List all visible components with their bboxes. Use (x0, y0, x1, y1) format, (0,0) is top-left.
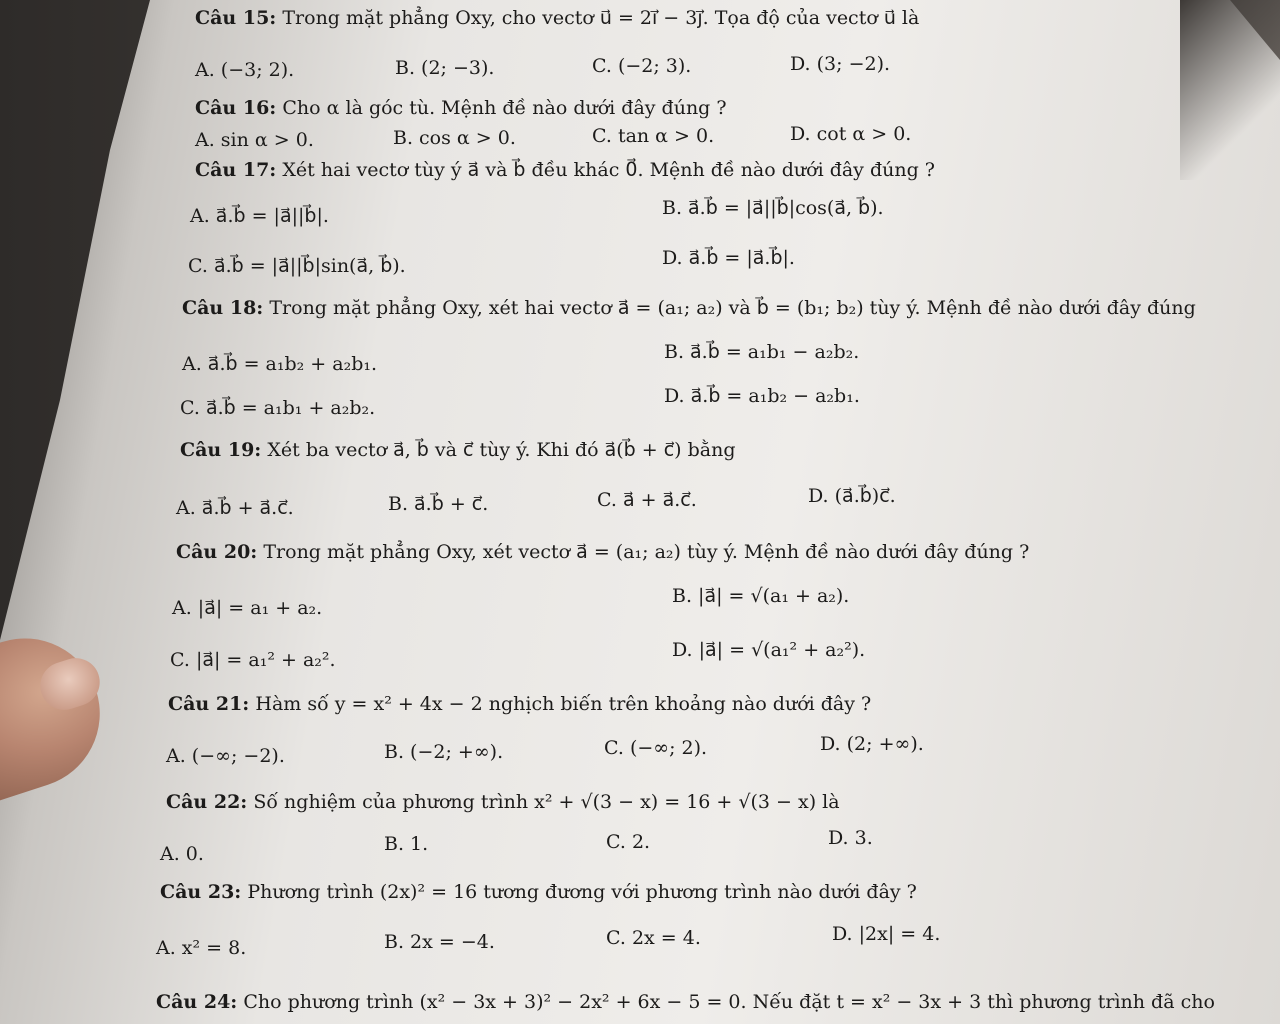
question-text: Cho α là góc tù. Mệnh đề nào dưới đây đúng ? (282, 97, 727, 119)
question-label: Câu 19: (180, 439, 262, 461)
option-20-a: A. |a⃗| = a₁ + a₂. (172, 597, 323, 619)
option-23-c: C. 2x = 4. (606, 927, 701, 949)
question-label: Câu 17: (195, 159, 277, 181)
option-17-c: C. a⃗.b⃗ = |a⃗||b⃗|sin(a⃗, b⃗). (188, 255, 406, 277)
option-23-a: A. x² = 8. (156, 937, 247, 959)
option-19-c: C. a⃗ + a⃗.c⃗. (597, 489, 697, 511)
question-label: Câu 21: (168, 693, 250, 715)
option-16-d: D. cot α > 0. (790, 123, 912, 145)
question-label: Câu 22: (166, 791, 248, 813)
question-label: Câu 20: (176, 541, 258, 563)
option-20-c: C. |a⃗| = a₁² + a₂². (170, 649, 336, 671)
option-17-d: D. a⃗.b⃗ = |a⃗.b⃗|. (662, 247, 795, 269)
option-21-b: B. (−2; +∞). (384, 741, 504, 763)
question-text: Số nghiệm của phương trình x² + √(3 − x) = 16 + √(3 − x) là (253, 791, 840, 813)
option-18-c: C. a⃗.b⃗ = a₁b₁ + a₂b₂. (180, 397, 376, 419)
question-label: Câu 24: (156, 991, 238, 1013)
option-19-d: D. (a⃗.b⃗)c⃗. (808, 485, 896, 507)
question-19 (180, 438, 736, 462)
question-text: Phương trình (2x)² = 16 tương đương với phương trình nào dưới đây ? (247, 881, 917, 903)
question-23 (160, 880, 917, 904)
question-text: Trong mặt phẳng Oxy, cho vectơ u⃗ = 2i⃗ − 3j⃗. Tọa độ của vectơ u⃗ là (282, 7, 920, 29)
question-17 (195, 158, 935, 182)
option-22-c: C. 2. (606, 831, 651, 853)
question-label: Câu 15: (195, 7, 277, 29)
option-15-d: D. (3; −2). (790, 53, 891, 75)
option-23-b: B. 2x = −4. (384, 931, 495, 953)
paper-shadow (1180, 0, 1280, 180)
question-16 (195, 96, 727, 120)
option-21-c: C. (−∞; 2). (604, 737, 708, 759)
question-text: Xét ba vectơ a⃗, b⃗ và c⃗ tùy ý. Khi đó a⃗(b⃗ + c⃗) bằng (267, 439, 736, 461)
question-label: Câu 23: (160, 881, 242, 903)
question-22 (166, 790, 840, 814)
question-text: Cho phương trình (x² − 3x + 3)² − 2x² + 6x − 5 = 0. Nếu đặt t = x² − 3x + 3 thì phương trình đã cho (243, 991, 1215, 1013)
option-16-b: B. cos α > 0. (393, 127, 516, 149)
option-20-d: D. |a⃗| = √(a₁² + a₂²). (672, 639, 866, 661)
question-text: Trong mặt phẳng Oxy, xét vectơ a⃗ = (a₁; a₂) tùy ý. Mệnh đề nào dưới đây đúng ? (263, 541, 1030, 563)
option-19-b: B. a⃗.b⃗ + c⃗. (388, 493, 489, 515)
option-18-a: A. a⃗.b⃗ = a₁b₂ + a₂b₁. (182, 353, 378, 375)
option-16-a: A. sin α > 0. (195, 129, 314, 151)
option-21-d: D. (2; +∞). (820, 733, 924, 755)
option-20-b: B. |a⃗| = √(a₁ + a₂). (672, 585, 850, 607)
option-18-d: D. a⃗.b⃗ = a₁b₂ − a₂b₁. (664, 385, 860, 407)
question-label: Câu 18: (182, 297, 264, 319)
option-18-b: B. a⃗.b⃗ = a₁b₁ − a₂b₂. (664, 341, 860, 363)
question-20 (176, 540, 1029, 564)
option-17-a: A. a⃗.b⃗ = |a⃗||b⃗|. (190, 205, 329, 227)
question-24 (156, 990, 1215, 1014)
option-22-a: A. 0. (160, 843, 204, 865)
question-text: Xét hai vectơ tùy ý a⃗ và b⃗ đều khác 0⃗. Mệnh đề nào dưới đây đúng ? (282, 159, 935, 181)
question-text: Hàm số y = x² + 4x − 2 nghịch biến trên khoảng nào dưới đây ? (255, 693, 872, 715)
option-16-c: C. tan α > 0. (592, 125, 715, 147)
option-22-b: B. 1. (384, 833, 429, 855)
option-17-b: B. a⃗.b⃗ = |a⃗||b⃗|cos(a⃗, b⃗). (662, 197, 884, 219)
question-15 (195, 6, 919, 30)
question-label: Câu 16: (195, 97, 277, 119)
question-text: Trong mặt phẳng Oxy, xét hai vectơ a⃗ = (a₁; a₂) và b⃗ = (b₁; b₂) tùy ý. Mệnh đề nào dưới đây đúng (269, 297, 1196, 319)
option-15-a: A. (−3; 2). (195, 59, 295, 81)
question-21 (168, 692, 871, 716)
option-23-d: D. |2x| = 4. (832, 923, 941, 945)
option-19-a: A. a⃗.b⃗ + a⃗.c⃗. (176, 497, 294, 519)
option-22-d: D. 3. (828, 827, 873, 849)
question-18 (182, 296, 1196, 320)
option-15-b: B. (2; −3). (395, 57, 495, 79)
option-15-c: C. (−2; 3). (592, 55, 692, 77)
option-21-a: A. (−∞; −2). (166, 745, 285, 767)
